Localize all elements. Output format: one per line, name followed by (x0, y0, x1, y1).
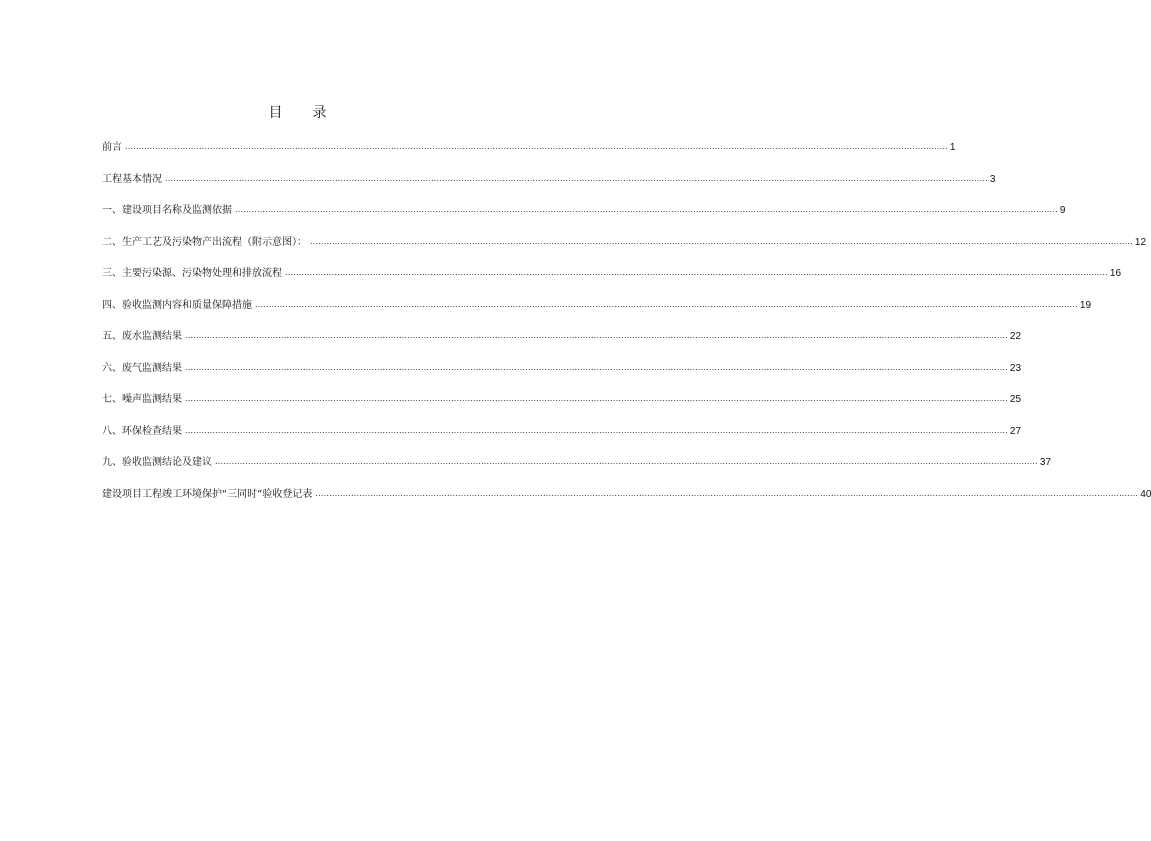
toc-entry-label: 工程基本情况 (102, 173, 162, 185)
toc-leader-dots: ............................................................................................................................................................................................................................................................................................................ (255, 299, 1078, 309)
toc-leader-dots: ............................................................................................................................................................................................................................................................................................................ (285, 268, 1108, 277)
toc-entry-label: 七、噪声监测结果 (102, 394, 182, 405)
toc-entry-label: 八、环保检查结果 (102, 425, 182, 437)
toc-entry-page: 22 (1009, 331, 1022, 342)
toc-leader-dots: ............................................................................................................................................................................................................................................................................................................ (315, 488, 1139, 498)
toc-entry-label: 一、建设项目名称及监测依据 (102, 205, 232, 216)
toc-entry-label: 五、废水监测结果 (102, 331, 182, 342)
toc-leader-dots: ............................................................................................................................................................................................................................................................................................................ (125, 142, 948, 151)
toc-entry-page: 1 (949, 142, 956, 153)
toc-entry-preface[interactable] (102, 141, 956, 155)
toc-entry-label: 前言 (102, 142, 122, 153)
toc-entry-label: 六、废气监测结果 (102, 362, 182, 374)
toc-title-char-1: 目 (268, 105, 283, 121)
toc-entry-page: 9 (1059, 205, 1066, 216)
toc-leader-dots: ............................................................................................................................................................................................................................................................................................................ (310, 236, 1133, 246)
toc-leader-dots: ............................................................................................................................................................................................................................................................................................................ (185, 362, 1008, 372)
toc-entry-section-5[interactable] (102, 330, 1022, 344)
toc-entry-label: 四、验收监测内容和质量保障措施 (102, 299, 252, 311)
toc-title (0, 102, 595, 122)
toc-entry-label: 二、生产工艺及污染物产出流程（附示意图）： (102, 236, 307, 248)
toc-entry-page: 40 (1140, 488, 1151, 500)
toc-entry-label: 三、主要污染源、污染物处理和排放流程 (102, 268, 282, 279)
toc-title-char-2: 录 (312, 105, 327, 121)
toc-leader-dots: ............................................................................................................................................................................................................................................................................................................ (185, 425, 1008, 435)
toc-entry-page: 12 (1134, 236, 1147, 248)
toc-entry-label: 九、验收监测结论及建议 (102, 457, 212, 468)
toc-entry-page: 23 (1009, 362, 1022, 374)
toc-leader-dots: ............................................................................................................................................................................................................................................................................................................ (165, 173, 988, 183)
toc-entry-section-2[interactable] (102, 236, 1147, 250)
toc-entry-page: 19 (1079, 299, 1092, 311)
toc-entry-project-overview[interactable] (102, 173, 996, 187)
toc-leader-dots: ............................................................................................................................................................................................................................................................................................................ (215, 457, 1038, 466)
toc-entry-section-8[interactable] (102, 425, 1022, 439)
toc-entry-page: 37 (1039, 457, 1052, 468)
toc-entry-section-9[interactable] (102, 456, 1052, 470)
toc-entry-page: 16 (1109, 268, 1122, 279)
toc-entry-section-4[interactable] (102, 299, 1092, 313)
toc-entry-section-7[interactable] (102, 393, 1022, 407)
toc-entry-label: 建设项目工程竣工环境保护“三同时”验收登记表 (102, 488, 313, 500)
toc-list (102, 141, 1151, 519)
toc-leader-dots: ............................................................................................................................................................................................................................................................................................................ (185, 394, 1008, 403)
toc-entry-section-3[interactable] (102, 267, 1122, 281)
toc-entry-page: 27 (1009, 425, 1022, 437)
toc-entry-section-1[interactable] (102, 204, 1066, 218)
toc-entry-section-6[interactable] (102, 362, 1022, 376)
toc-entry-page: 25 (1009, 394, 1022, 405)
toc-entry-page: 3 (989, 173, 996, 185)
toc-leader-dots: ............................................................................................................................................................................................................................................................................................................ (235, 205, 1058, 214)
toc-entry-registration-form[interactable] (102, 488, 1151, 502)
toc-leader-dots: ............................................................................................................................................................................................................................................................................................................ (185, 331, 1008, 340)
